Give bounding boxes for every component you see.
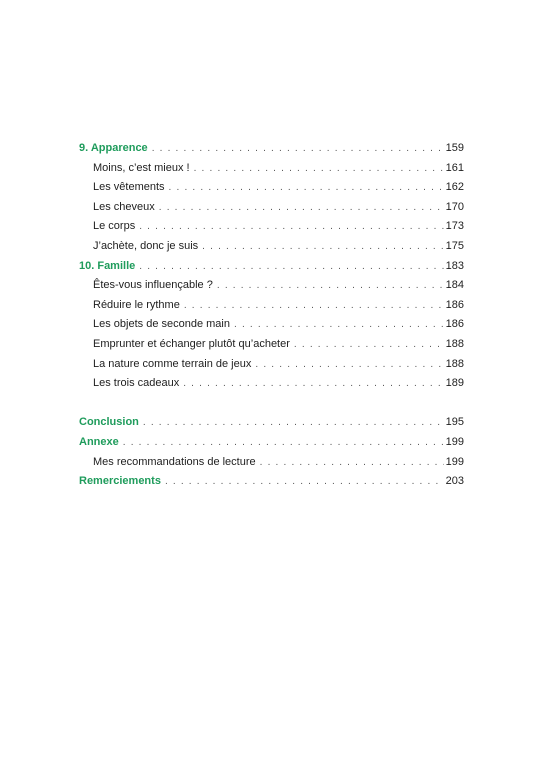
toc-page-number: 186 — [445, 298, 464, 311]
dot-leader — [213, 276, 444, 296]
table-of-contents — [79, 139, 464, 492]
dot-leader — [165, 178, 444, 198]
toc-page-number: 173 — [445, 220, 464, 233]
toc-entry-label: 10. Famille — [79, 259, 136, 272]
toc-entry-emprunter-echanger[interactable] — [79, 335, 464, 355]
dot-leader — [256, 453, 444, 473]
toc-entry-label: Les objets de seconde main — [93, 318, 230, 331]
toc-page-number: 175 — [445, 239, 464, 252]
toc-entry-recommandations-lecture[interactable] — [79, 453, 464, 473]
toc-entry-label: Êtes-vous influençable ? — [93, 279, 213, 292]
toc-page-number: 188 — [445, 337, 464, 350]
dot-leader — [135, 257, 444, 277]
toc-entry-nature-terrain-de-jeux[interactable] — [79, 355, 464, 375]
toc-entry-etes-vous-influencable[interactable] — [79, 276, 464, 296]
toc-entry-label: 9. Apparence — [79, 142, 148, 154]
dot-leader — [190, 159, 444, 179]
toc-entry-reduire-le-rythme[interactable] — [79, 296, 464, 316]
dot-leader — [180, 296, 444, 316]
toc-entry-label: Les trois cadeaux — [93, 377, 180, 390]
toc-entry-label: La nature comme terrain de jeux — [93, 357, 252, 370]
dot-leader — [230, 315, 444, 335]
dot-leader — [155, 198, 444, 218]
toc-chapter-apparence[interactable] — [79, 139, 464, 159]
toc-entry-moins-cest-mieux[interactable] — [79, 159, 464, 179]
dot-leader — [139, 413, 444, 433]
toc-page-number: 188 — [445, 357, 464, 370]
toc-page-number: 189 — [445, 377, 464, 390]
toc-chapter-conclusion[interactable] — [79, 413, 464, 433]
toc-entry-label: Mes recommandations de lecture — [93, 455, 256, 468]
toc-entry-label: Annexe — [79, 435, 119, 448]
toc-page-number: 159 — [445, 142, 464, 154]
toc-chapter-annexe[interactable] — [79, 433, 464, 453]
dot-leader — [135, 217, 444, 237]
toc-entry-label: Emprunter et échanger plutôt qu’acheter — [93, 337, 290, 350]
toc-page-number: 199 — [445, 435, 464, 448]
toc-entry-les-vetements[interactable] — [79, 178, 464, 198]
dot-leader — [119, 433, 444, 453]
toc-entry-label: Les vêtements — [93, 181, 165, 194]
dot-leader — [179, 374, 444, 394]
toc-page-number: 162 — [445, 181, 464, 194]
dot-leader — [290, 335, 444, 355]
toc-entry-label: Conclusion — [79, 416, 139, 429]
toc-entry-le-corps[interactable] — [79, 217, 464, 237]
toc-entry-label: Les cheveux — [93, 200, 155, 213]
toc-entry-label: Moins, c’est mieux ! — [93, 161, 190, 174]
toc-page-number: 170 — [445, 200, 464, 213]
toc-page-number: 183 — [445, 259, 464, 272]
toc-entry-les-cheveux[interactable] — [79, 198, 464, 218]
toc-entry-label: Réduire le rythme — [93, 298, 180, 311]
dot-leader — [251, 355, 444, 375]
toc-entry-jachete-donc-je-suis[interactable] — [79, 237, 464, 257]
toc-chapter-remerciements[interactable] — [79, 472, 464, 492]
toc-page-number: 199 — [445, 455, 464, 468]
dot-leader — [161, 472, 444, 492]
toc-chapter-famille[interactable] — [79, 257, 464, 277]
toc-page-number: 184 — [445, 279, 464, 292]
toc-entry-trois-cadeaux[interactable] — [79, 374, 464, 394]
toc-entry-objets-seconde-main[interactable] — [79, 315, 464, 335]
dot-leader — [148, 139, 444, 159]
toc-page-number: 161 — [445, 161, 464, 174]
toc-entry-label: J’achète, donc je suis — [93, 239, 199, 252]
dot-leader — [198, 237, 444, 257]
toc-page-number: 203 — [445, 475, 464, 488]
toc-entry-label: Remerciements — [79, 475, 161, 488]
toc-page-number: 195 — [445, 416, 464, 429]
toc-page-number: 186 — [445, 318, 464, 331]
section-spacer — [79, 394, 464, 414]
toc-entry-label: Le corps — [93, 220, 136, 233]
